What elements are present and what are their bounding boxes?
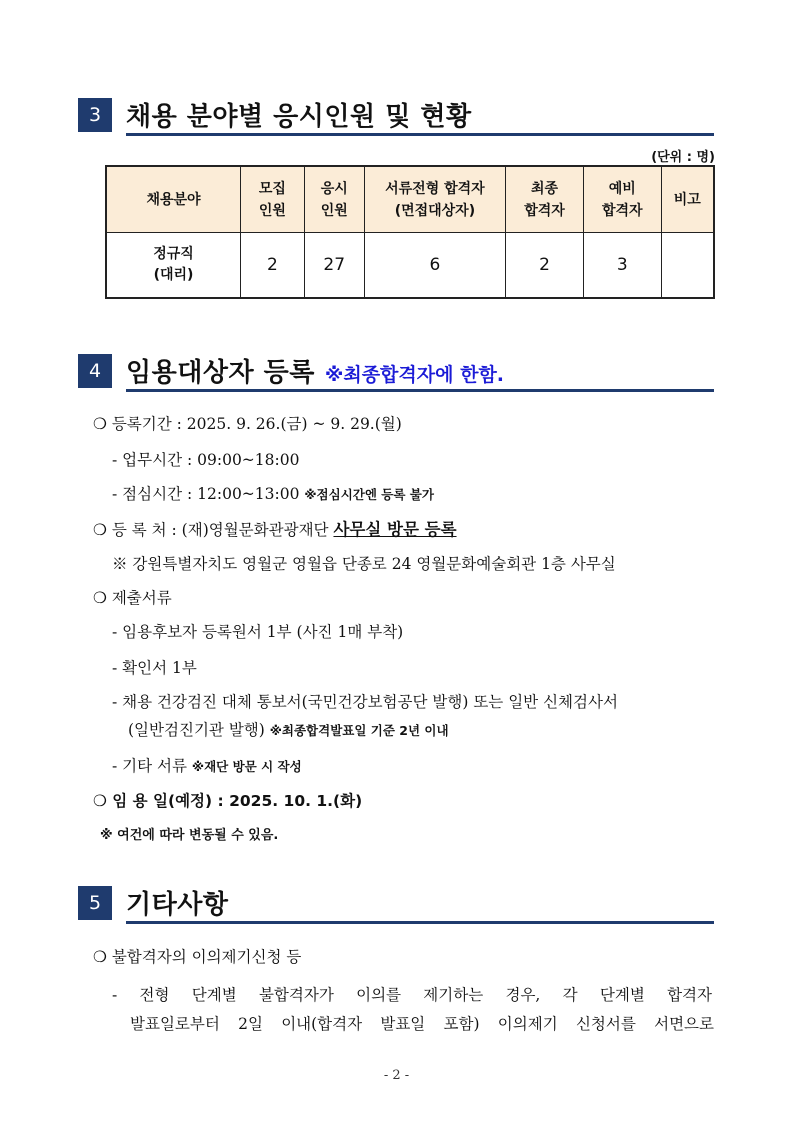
page-number: - 2 - <box>383 1068 410 1083</box>
objection-heading: ❍ 불합격자의 이의제기신청 등 <box>93 948 302 966</box>
section-underline <box>126 133 714 136</box>
table-header-row <box>106 166 714 233</box>
cell-category: 정규직 (대리) <box>106 233 241 299</box>
header-recruit-count: 모집 인원 <box>241 166 305 233</box>
document-note: ※재단 방문 시 작성 <box>191 759 302 774</box>
section-number: 3 <box>78 98 112 132</box>
lunch-hours: - 점심시간 : 12:00~13:00 ※점심시간엔 등록 불가 <box>112 485 434 503</box>
document-item: - 임용후보자 등록원서 1부 (사진 1매 부착) <box>112 623 404 641</box>
section-4-header <box>78 352 714 392</box>
section-title: 기타사항 <box>126 890 229 920</box>
visit-registration-emphasis: 사무실 방문 등록 <box>333 520 457 539</box>
document-item: - 채용 건강검진 대체 통보서(국민건강보험공단 발행) 또는 일반 신체검사서 <box>112 693 618 711</box>
appointment-date: ❍ 임 용 일(예정) : 2025. 10. 1.(화) <box>93 792 363 810</box>
cell-reserve-pass: 3 <box>583 233 661 299</box>
registration-period: ❍ 등록기간 : 2025. 9. 26.(금) ~ 9. 29.(월) <box>93 415 402 433</box>
recruitment-status-table <box>105 165 715 299</box>
section-number: 5 <box>78 886 112 920</box>
business-hours: - 업무시간 : 09:00~18:00 <box>112 451 300 469</box>
unit-label: (단위 : 명) <box>651 150 715 165</box>
section-title: 채용 분야별 응시인원 및 현황 <box>126 102 472 132</box>
section-underline <box>126 389 714 392</box>
header-final-pass: 최종 합격자 <box>506 166 584 233</box>
cell-recruit-count: 2 <box>241 233 305 299</box>
section-title: 임용대상자 등록 ※최종합격자에 한함. <box>126 358 505 388</box>
header-reserve-pass: 예비 합격자 <box>583 166 661 233</box>
section-number: 4 <box>78 354 112 388</box>
lunch-note: ※점심시간엔 등록 불가 <box>304 487 434 502</box>
change-notice: ※ 여건에 따라 변동될 수 있음. <box>100 828 279 843</box>
document-item: - 기타 서류 ※재단 방문 시 작성 <box>112 757 302 775</box>
office-address: ※ 강원특별자치도 영월군 영월읍 단종로 24 영월문화예술회관 1층 사무실 <box>112 555 616 573</box>
document-item: - 확인서 1부 <box>112 659 197 677</box>
header-applicants: 응시 인원 <box>304 166 364 233</box>
table-row <box>106 233 714 299</box>
header-remarks: 비고 <box>661 166 714 233</box>
document-item-continued: (일반검진기관 발행) ※최종합격발표일 기준 2년 이내 <box>128 721 449 739</box>
header-document-pass: 서류전형 합격자 (면접대상자) <box>364 166 506 233</box>
cell-applicants: 27 <box>304 233 364 299</box>
document-note: ※최종합격발표일 기준 2년 이내 <box>269 723 449 738</box>
registration-place: ❍ 등 록 처 : (재)영월문화관광재단 사무실 방문 등록 <box>93 520 457 539</box>
section-3-header <box>78 96 714 136</box>
documents-heading: ❍ 제출서류 <box>93 589 172 607</box>
section-note: ※최종합격자에 한함. <box>324 364 505 386</box>
cell-document-pass: 6 <box>364 233 506 299</box>
section-underline <box>126 921 714 924</box>
header-category: 채용분야 <box>106 166 241 233</box>
objection-text-continued: 발표일로부터 2일 이내(합격자 발표일 포함) 이의제기 신청서를 서면으로 <box>130 1015 714 1033</box>
section-5-header <box>78 884 714 924</box>
objection-text: - 전형 단계별 불합격자가 이의를 제기하는 경우, 각 단계별 합격자 <box>112 986 712 1004</box>
cell-final-pass: 2 <box>506 233 584 299</box>
cell-remarks <box>661 233 714 299</box>
